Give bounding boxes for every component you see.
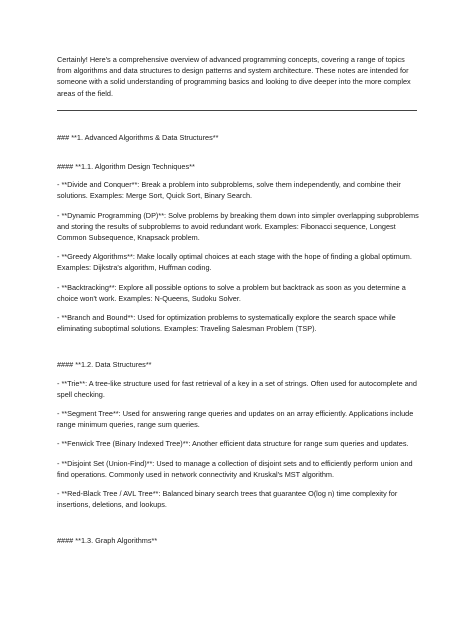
section-heading-advanced-algorithms: ### **1. Advanced Algorithms & Data Structures** <box>57 132 219 142</box>
document-body <box>57 54 419 554</box>
list-item-dynamic-programming: - **Dynamic Programming (DP)**: Solve problems by breaking them down into simpler overlapping subproblems and storing the results of subproblems to avoid redundant work. Examples: Fibonacci sequence, Longest Common Subsequence, Knapsack problem. <box>57 210 419 243</box>
list-item-fenwick-tree: - **Fenwick Tree (Binary Indexed Tree)**: Another efficient data structure for range sum queries and updates. <box>57 439 409 449</box>
horizontal-rule <box>57 110 417 111</box>
list-item-backtracking: - **Backtracking**: Explore all possible options to solve a problem but backtrack as soon as you determine a choice won't work. Examples: N-Queens, Sudoku Solver. <box>57 282 406 303</box>
subsection-heading-data-structures: #### **1.2. Data Structures** <box>57 360 152 370</box>
list-item-red-black-avl-tree: - **Red-Black Tree / AVL Tree**: Balanced binary search trees that guarantee O(log n) time complexity for insertions, deletions, and lookups. <box>57 489 398 510</box>
list-item-greedy-algorithms: - **Greedy Algorithms**: Make locally optimal choices at each stage with the hope of finding a global optimum. Examples: Dijkstra's algorithm, Huffman coding. <box>57 252 412 273</box>
list-item-segment-tree: - **Segment Tree**: Used for answering range queries and updates on an array efficiently. Applications include range minimum queries, range sum queries. <box>57 409 414 430</box>
list-item-trie: - **Trie**: A tree-like structure used for fast retrieval of a key in a set of strings. Often used for autocomplete and spell checking. <box>57 378 417 399</box>
intro-paragraph: Certainly! Here's a comprehensive overview of advanced programming concepts, covering a range of topics from algorithms and data structures to design patterns and system architecture. These notes are intended for someone with a solid understanding of programming basics and looking to dive deeper into the more complex areas of the field. <box>57 55 411 98</box>
subsection-heading-graph-algorithms: #### **1.3. Graph Algorithms** <box>57 536 158 546</box>
list-item-disjoint-set: - **Disjoint Set (Union-Find)**: Used to manage a collection of disjoint sets and to efficiently perform union and find operations. Commonly used in network connectivity and Kruskal's MST algorithm. <box>57 458 413 479</box>
list-item-divide-and-conquer: - **Divide and Conquer**: Break a problem into subproblems, solve them independently, and combine their solutions. Examples: Merge Sort, Quick Sort, Binary Search. <box>57 180 401 201</box>
subsection-heading-algorithm-design: #### **1.1. Algorithm Design Techniques** <box>57 162 195 172</box>
list-item-branch-and-bound: - **Branch and Bound**: Used for optimization problems to systematically explore the search space while eliminating suboptimal solutions. Examples: Traveling Salesman Problem (TSP). <box>57 313 396 334</box>
